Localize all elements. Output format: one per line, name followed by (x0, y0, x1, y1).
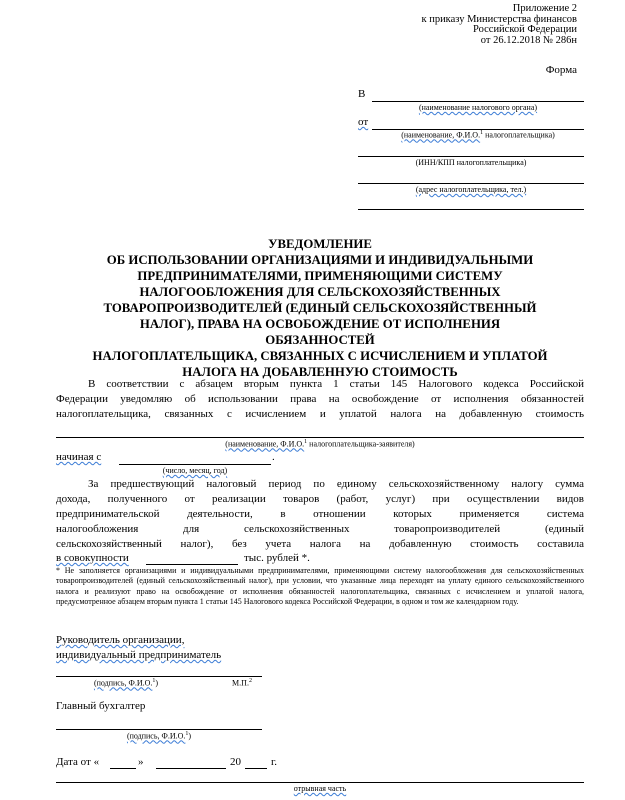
body1-line-2: Федерации уведомляю об использовании права на освобождение от исполнения обязанностей (56, 393, 584, 405)
date-year-prefix: 20 (230, 756, 241, 768)
body2-line-5: сельскохозяйственный налог), без учета налога на добавленную стоимость составила (56, 538, 584, 550)
start-date-field[interactable] (119, 464, 271, 465)
date-month-field[interactable] (156, 768, 226, 769)
body1-line-3: налогоплательщика, связанных с исчислением и уплатой налога на добавленную стоимость (56, 408, 584, 420)
accountant-label: Главный бухгалтер (56, 700, 146, 712)
to-prefix: В (358, 88, 366, 100)
body2-line-1: За предшествующий налоговый период по единому сельскохозяйственному налогу сумма (88, 478, 584, 490)
date-caption: (число, месяц, год) (162, 466, 228, 475)
appendix-header (421, 4, 577, 46)
appendix-line-2: к приказу Министерства финансов (421, 13, 577, 25)
date-suffix: г. (271, 756, 278, 768)
date-year-field[interactable] (245, 768, 267, 769)
stamp-label: М.П.$^2$ (232, 678, 252, 688)
document-title: УВЕДОМЛЕНИЕ ОБ ИСПОЛЬЗОВАНИИ ОРГАНИЗАЦИЯМИ И ИНДИВИДУАЛЬНЫМИ ПРЕДПРИНИМАТЕЛЯМИ, ПРИМЕНЯЮЩИМИ СИСТЕМУ НАЛОГООБЛОЖЕНИЯ ДЛЯ СЕЛЬСКОХОЗЯЙСТВЕННЫХ ТОВАРОПРОИЗВОДИТЕЛЕЙ (ЕДИНЫЙ СЕЛЬСКОХОЗЯЙСТВЕННЫЙ НАЛОГ), ПРАВА НА ОСВОБОЖДЕНИЕ ОТ ИСПОЛНЕНИЯ ОБЯЗАННОСТЕЙ НАЛОГОПЛАТЕЛЬЩИКА, СВЯЗАННЫХ С ИСЧИСЛЕНИЕМ И УПЛАТОЙ НАЛОГА НА ДОБАВЛЕННУЮ СТОИМОСТЬ (92, 237, 548, 379)
date-prefix: Дата от « (56, 756, 100, 768)
tear-off-caption: отрывная часть (293, 784, 347, 793)
head-label: Руководитель организации, индивидуальный предприниматель (56, 634, 222, 661)
appendix-line-4: от 26.12.2018 № 286н (480, 34, 577, 46)
total-suffix: тыс. рублей *. (244, 552, 310, 564)
head-sign-caption: (подпись, Ф.И.О.$^1$) (93, 678, 159, 688)
inn-caption: (ИНН/КПП налогоплательщика) (415, 158, 527, 167)
applicant-field[interactable] (56, 437, 584, 438)
authority-field[interactable] (372, 101, 584, 102)
address-caption: (адрес налогоплательщика, тел.) (415, 185, 527, 194)
start-suffix: . (272, 451, 275, 463)
body2-line-4: налогообложения для сельскохозяйственных товаропроизводителей (единый (56, 523, 584, 535)
form-label: Форма (545, 64, 577, 76)
authority-caption: (наименование налогового органа) (418, 103, 538, 112)
total-prefix: в совокупности (56, 552, 129, 564)
from-prefix: от (358, 116, 369, 128)
head-signature-field[interactable] (56, 676, 262, 677)
address-field[interactable] (358, 183, 584, 184)
extra-field[interactable] (358, 209, 584, 210)
body2-line-2: дохода, полученного от реализации товаров (работ, услуг) при осуществлении видов (56, 493, 584, 505)
inn-field[interactable] (358, 156, 584, 157)
body1-line-1: В соответствии с абзацем вторым пункта 1 статьи 145 Налогового кодекса Российской (88, 378, 584, 390)
date-day-field[interactable] (110, 768, 136, 769)
appendix-line-1: Приложение 2 (512, 3, 577, 14)
date-mid: » (138, 756, 144, 768)
footnote: * Не заполняется организациями и индивидуальными предпринимателями, применяющими систему налогообложения для сельскохозяйственных товаропроизводителей (единый сельскохозяйственный налог), при условии, что указанные лица переходят на уплату единого сельскохозяйственного налога и реализуют право на освобождение от исполнения обязанностей налогоплательщика, связанных с исчислением и уплатой налога, предусмотренное абзацем вторым пункта 1 статьи 145 Налогового кодекса Российской Федерации, в одном и том же календарном году. (56, 566, 584, 606)
appendix-line-3: Российской Федерации (473, 24, 577, 35)
total-amount-field[interactable] (146, 564, 238, 565)
tear-off-line (56, 782, 584, 783)
payer-caption: (наименование, Ф.И.О.$^1$ налогоплательщика) (401, 130, 555, 140)
applicant-caption: (наименование, Ф.И.О.$^1$ налогоплательщика-заявителя) (225, 439, 415, 449)
start-prefix: начиная с (56, 451, 102, 463)
body2-line-3: предпринимательской деятельности, в отношении которых применяется система (56, 508, 584, 520)
accountant-sign-caption: (подпись, Ф.И.О.$^1$) (126, 731, 192, 741)
accountant-signature-field[interactable] (56, 729, 262, 730)
